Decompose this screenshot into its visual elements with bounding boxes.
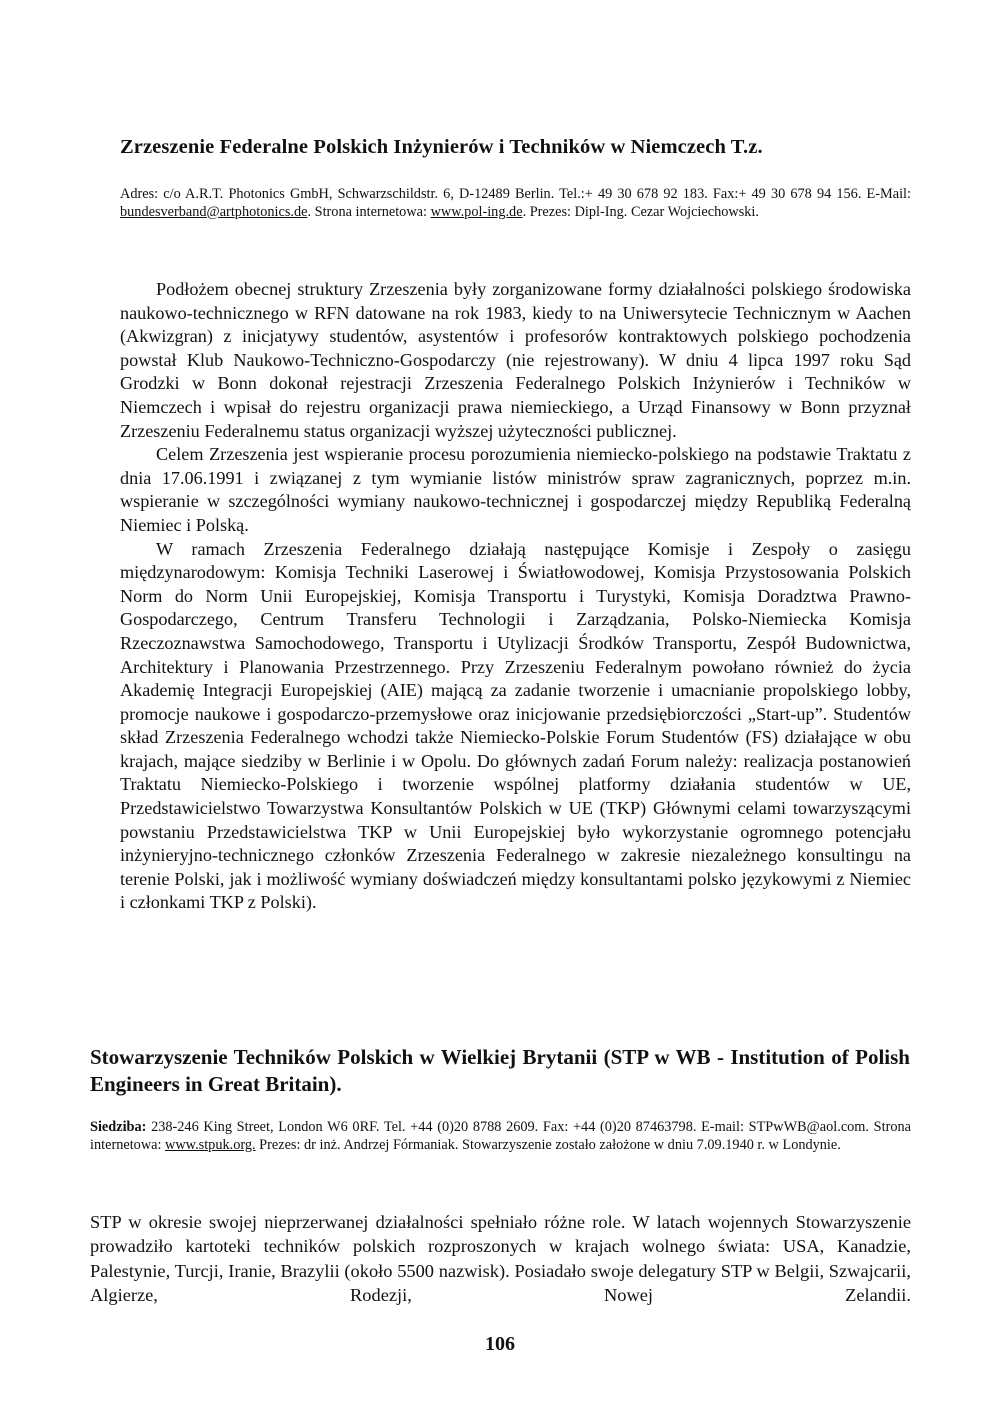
website-link[interactable]: www.pol-ing.de [430, 203, 523, 220]
paragraph: W ramach Zrzeszenia Federalnego działają następujące Komisje i Zespoły o zasięgu międzynarodowym: Komisja Techniki Laserowej i Światłowodowej, Komisja Przystosowania Polskich Norm do Norm Unii Europejskiej, Komisja Transportu i Turystyki, Komisja Doradztwa Prawno-Gospodarczego, Centrum Transferu Technologii i Zarządzania, Polsko-Niemiecka Komisja Rzeczoznawstwa Samochodowego, Transportu i Utylizacji Środków Transportu, Zespół Budownictwa, Architektury i Planowania Przestrzennego. Przy Zrzeszeniu Federalnym powołano również do życia Akademię Integracji Europejskiej (AIE) mającą za zadanie tworzenie i umacnianie propolskiego lobby, promocje naukowe i gospodarczo-przemysłowe oraz inicjowanie przedsiębiorczości „Start-up”. Studentów skład Zrzeszenia Federalnego wchodzi także Niemiecko-Polskie Forum Studentów (FS) działające w obu krajach, mające siedziby w Berlinie i w Opolu. Do głównych zadań Forum należy: realizacja postanowień Traktatu Niemiecko-Polskiego i tworzenie wspólnej platformy działania studentów w UE, Przedstawicielstwo Towarzystwa Konsultantów Polskich w UE (TKP) Głównymi celami towarzyszącymi powstaniu Przedstawicielstwa TKP w Unii Europejskiej było wykorzystanie ogromnego potencjału inżynieryjno-technicznego członków Zrzeszenia Federalnego w zakresie niezależnego konsultingu na terenie Polski, jak i możliwość wymiany doświadczeń między konsultantami polsko językowymi z Niemiec i członkami TKP z Polski). [120, 538, 911, 913]
paragraph: Podłożem obecnej struktury Zrzeszenia były zorganizowane formy działalności polskiego środowiska naukowo-technicznego w RFN datowane na rok 1983, kiedy to na Uniwersytecie Technicznym w Aachen (Akwizgran) z inicjatywy studentów, asystentów i profesorów kontraktowych polskiego pochodzenia powstał Klub Naukowo-Techniczno-Gospodarczy (nie rejestrowany). W dniu 4 lipca 1997 roku Sąd Grodzki w Bonn dokonał rejestracji Zrzeszenia Federalnego Polskich Inżynierów i Techników w Niemczech i wpisał do rejestru organizacji prawa niemieckiego, a Urząd Finansowy w Bonn przyznał Zrzeszeniu Federalnemu status organizacji wyższej użyteczności publicznej. [120, 279, 911, 441]
contact-info-stp [90, 1118, 911, 1154]
section-body-stp [90, 1210, 911, 1308]
address-label: Adres: [120, 186, 159, 202]
section-title-stp: Stowarzyszenie Techników Polskich w Wielkiej Brytanii (STP w WB - Institution of Polish Engineers in Great Britain). [90, 1045, 910, 1096]
paragraph: Celem Zrzeszenia jest wspieranie procesu porozumienia niemiecko-polskiego na podstawie Traktatu z dnia 17.06.1991 i związanej z tym wymianie listów ministrów spraw zagranicznych, poprzez m.in. wspieranie w szczególności wymiany naukowo-technicznej i gospodarczej między Republiką Federalną Niemiec i Polską. [120, 444, 911, 535]
president-text: . Prezes: Dipl-Ing. Cezar Wojciechowski. [522, 203, 759, 220]
seat-label: Siedziba: [90, 1119, 147, 1135]
address-text: c/o A.R.T. Photonics GmbH, Schwarzschildstr. 6, D-12489 Berlin. Tel.:+ 49 30 678 92 183. Fax:+ 49 30 678 94 156. E-Mail: [158, 186, 911, 202]
section-title-zrzeszenie: Zrzeszenie Federalne Polskich Inżynierów i Techników w Niemczech T.z. [120, 136, 763, 158]
website-link[interactable]: www.stpuk.org. [165, 1137, 256, 1153]
website-prefix: . Strona internetowa: [307, 203, 431, 220]
president-text: Prezes: dr inż. Andrzej Fórmaniak. Stowarzyszenie zostało założone w dniu 7.09.1940 r. w Londynie. [255, 1137, 841, 1153]
email-link[interactable]: bundesverband@artphotonics.de [120, 203, 308, 220]
section-body-zrzeszenie [120, 278, 911, 915]
contact-info-zrzeszenie [120, 186, 911, 221]
paragraph: STP w okresie swojej nieprzerwanej działalności spełniało różne role. W latach wojennych Stowarzyszenie prowadziło kartoteki techników polskich rozproszonych w krajach wolnego świata: USA, Kanadzie, Palestynie, Turcji, Iranie, Brazylii (około 5500 nazwisk). Posiadało swoje delegatury STP w Belgii, Szwajcarii, Algierze, Rodezji, Nowej Zelandii. [90, 1212, 911, 1306]
page-number: 106 [485, 1333, 515, 1355]
seat-text: 238-246 King Street, London W6 0RF. Tel. +44 (0)20 8788 2609. Fax: +44 (0)20 87463798. E-mail: STPwWB@aol.com. Strona internetowa: [90, 1119, 911, 1153]
